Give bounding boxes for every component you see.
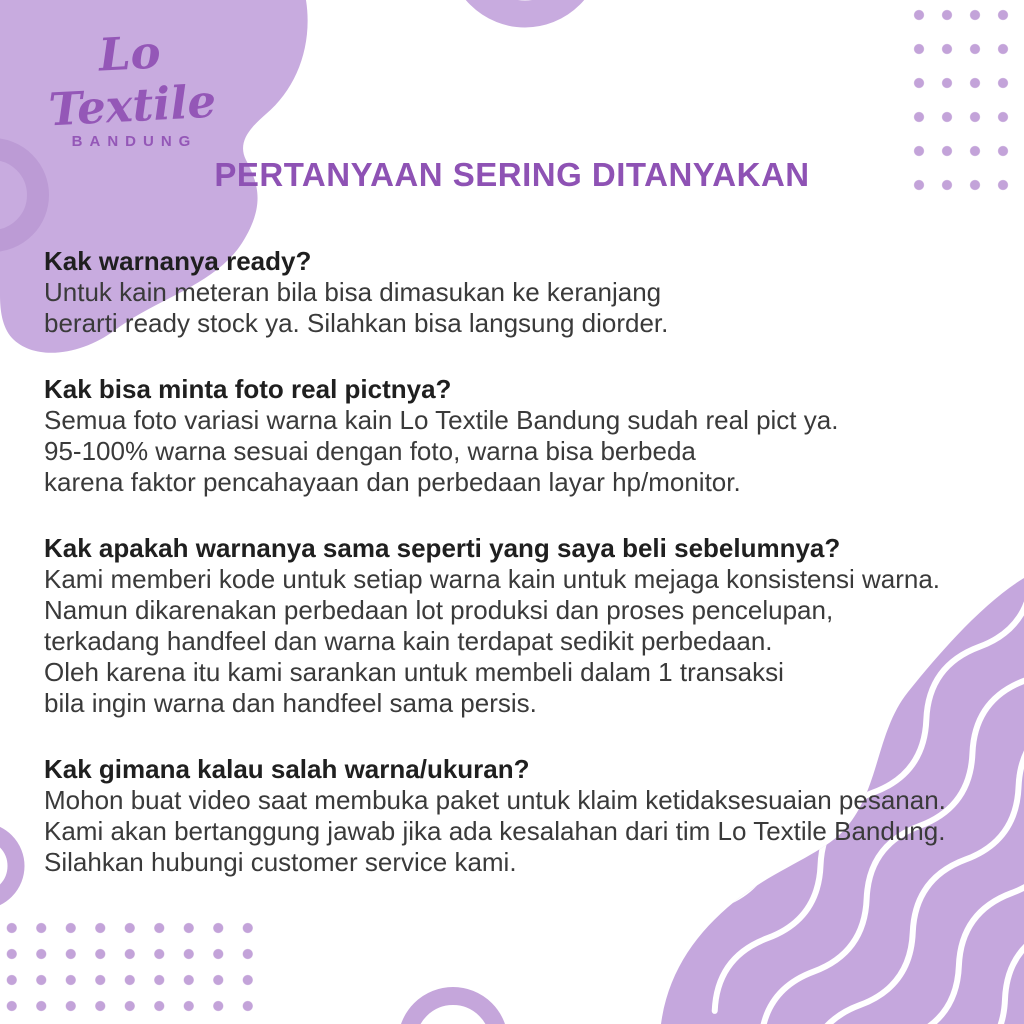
faq-question: Kak gimana kalau salah warna/ukuran? [44,754,530,784]
faq-section [44,754,946,878]
dot-grid-bottom-left [0,915,263,1019]
faq-answer-line: Kami akan bertanggung jawab jika ada kesalahan dari tim Lo Textile Bandung. [44,816,946,846]
faq-answer-line: Oleh karena itu kami sarankan untuk membeli dalam 1 transaksi [44,657,784,687]
logo-city-text: BANDUNG [71,132,198,150]
faq-list [44,246,946,913]
faq-answer-line: Untuk kain meteran bila bisa dimasukan ke keranjang [44,277,662,307]
faq-answer-line: terkadang handfeel dan warna kain terdapat sedikit perbedaan. [44,626,773,656]
faq-section [44,533,946,719]
logo-script-text: Lo Textile [47,25,218,137]
faq-question: Kak warnanya ready? [44,246,312,276]
ring-ornament-bottom-center [407,996,499,1024]
faq-answer-line: Semua foto variasi warna kain Lo Textile Bandung sudah real pict ya. [44,405,839,435]
ring-ornament-left-bottom [0,831,16,901]
page-title: PERTANYAAN SERING DITANYAKAN [214,156,810,193]
ring-ornament-top-center [461,0,589,14]
faq-answer-line: karena faktor pencahayaan dan perbedaan layar hp/monitor. [44,467,741,497]
brand-logo [26,25,236,150]
faq-answer-line: Kami memberi kode untuk setiap warna kain untuk mejaga konsistensi warna. [44,564,941,594]
faq-answer-line: berarti ready stock ya. Silahkan bisa langsung diorder. [44,308,669,338]
faq-answer-line: Silahkan hubungi customer service kami. [44,847,517,877]
faq-question: Kak apakah warnanya sama seperti yang saya beli sebelumnya? [44,533,841,563]
faq-section [44,374,946,498]
faq-answer-line: Namun dikarenakan perbedaan lot produksi dan proses pencelupan, [44,595,834,625]
faq-question: Kak bisa minta foto real pictnya? [44,374,452,404]
faq-answer-line: Mohon buat video saat membuka paket untuk klaim ketidaksesuaian pesanan. [44,785,946,815]
faq-answer-line: bila ingin warna dan handfeel sama persis. [44,688,537,718]
faq-section [44,246,946,339]
faq-answer-line: 95-100% warna sesuai dengan foto, warna bisa berbeda [44,436,696,466]
